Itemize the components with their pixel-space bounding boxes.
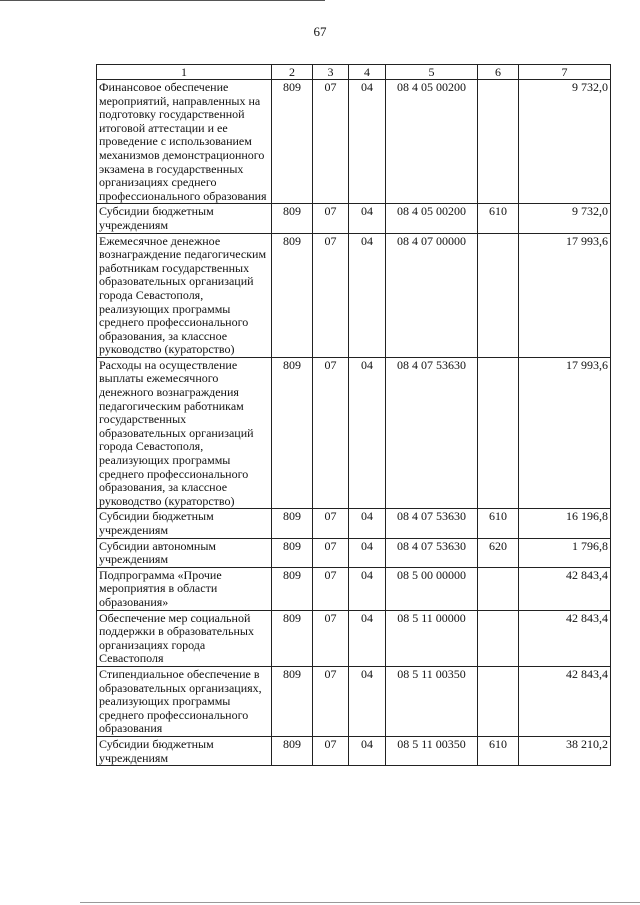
row-vr — [478, 666, 519, 736]
row-name: Подпрограмма «Прочие мероприятия в области образования» — [97, 567, 272, 610]
row-name: Субсидии автономным учреждениям — [97, 538, 272, 567]
row-podrazdel: 04 — [349, 509, 386, 538]
row-vr — [478, 567, 519, 610]
table-row — [97, 233, 611, 357]
header-col-7: 7 — [519, 65, 611, 80]
header-col-4: 4 — [349, 65, 386, 80]
table-row — [97, 610, 611, 666]
row-razdel: 07 — [313, 538, 349, 567]
table-header — [97, 65, 611, 80]
row-amount: 38 210,2 — [519, 736, 611, 765]
top-rule — [0, 0, 325, 1]
row-podrazdel: 04 — [349, 80, 386, 204]
table-row — [97, 204, 611, 233]
row-podrazdel: 04 — [349, 233, 386, 357]
row-ved: 809 — [272, 233, 313, 357]
row-podrazdel: 04 — [349, 567, 386, 610]
table-body — [97, 80, 611, 766]
row-csr: 08 4 07 53630 — [386, 357, 478, 509]
row-vr — [478, 610, 519, 666]
row-name: Финансовое обеспечение мероприятий, направленных на подготовку государственной итоговой аттестации и ее проведение с использованием механизмов демонстрационного экзамена в государственных организациях среднего профессионального образования — [97, 80, 272, 204]
row-podrazdel: 04 — [349, 666, 386, 736]
row-vr: 610 — [478, 736, 519, 765]
row-podrazdel: 04 — [349, 610, 386, 666]
row-name: Субсидии бюджетным учреждениям — [97, 736, 272, 765]
row-amount: 42 843,4 — [519, 666, 611, 736]
row-razdel: 07 — [313, 357, 349, 509]
row-csr: 08 5 11 00350 — [386, 736, 478, 765]
row-ved: 809 — [272, 567, 313, 610]
row-amount: 42 843,4 — [519, 610, 611, 666]
row-razdel: 07 — [313, 509, 349, 538]
row-ved: 809 — [272, 610, 313, 666]
row-podrazdel: 04 — [349, 736, 386, 765]
row-amount: 17 993,6 — [519, 357, 611, 509]
row-name: Субсидии бюджетным учреждениям — [97, 509, 272, 538]
row-ved: 809 — [272, 204, 313, 233]
row-csr: 08 4 05 00200 — [386, 204, 478, 233]
budget-table — [96, 64, 611, 766]
row-podrazdel: 04 — [349, 204, 386, 233]
row-csr: 08 4 07 53630 — [386, 538, 478, 567]
row-ved: 809 — [272, 80, 313, 204]
row-name: Субсидии бюджетным учреждениям — [97, 204, 272, 233]
bottom-rule — [80, 902, 640, 903]
row-amount: 9 732,0 — [519, 80, 611, 204]
row-amount: 16 196,8 — [519, 509, 611, 538]
row-amount: 1 796,8 — [519, 538, 611, 567]
row-amount: 9 732,0 — [519, 204, 611, 233]
row-csr: 08 5 11 00350 — [386, 666, 478, 736]
table-row — [97, 736, 611, 765]
table-row — [97, 567, 611, 610]
row-vr — [478, 357, 519, 509]
header-row — [97, 65, 611, 80]
header-col-2: 2 — [272, 65, 313, 80]
row-amount: 42 843,4 — [519, 567, 611, 610]
row-podrazdel: 04 — [349, 538, 386, 567]
row-ved: 809 — [272, 509, 313, 538]
row-vr: 610 — [478, 509, 519, 538]
header-col-1: 1 — [97, 65, 272, 80]
header-col-6: 6 — [478, 65, 519, 80]
row-amount: 17 993,6 — [519, 233, 611, 357]
row-razdel: 07 — [313, 666, 349, 736]
table-row — [97, 538, 611, 567]
row-razdel: 07 — [313, 204, 349, 233]
table-row — [97, 666, 611, 736]
row-csr: 08 4 07 53630 — [386, 509, 478, 538]
row-podrazdel: 04 — [349, 357, 386, 509]
row-razdel: 07 — [313, 610, 349, 666]
row-csr: 08 5 00 00000 — [386, 567, 478, 610]
row-razdel: 07 — [313, 233, 349, 357]
row-vr: 620 — [478, 538, 519, 567]
row-ved: 809 — [272, 736, 313, 765]
row-name: Ежемесячное денежное вознаграждение педагогическим работникам государственных образовательных организаций города Севастополя, реализующих программы среднего профессионального образования, за классное руководство (кураторство) — [97, 233, 272, 357]
row-name: Обеспечение мер социальной поддержки в образовательных организациях города Севастополя — [97, 610, 272, 666]
row-vr: 610 — [478, 204, 519, 233]
page-number: 67 — [313, 24, 327, 39]
row-name: Стипендиальное обеспечение в образовательных организациях, реализующих программы среднего профессионального образования — [97, 666, 272, 736]
row-ved: 809 — [272, 357, 313, 509]
row-vr — [478, 233, 519, 357]
row-ved: 809 — [272, 666, 313, 736]
header-col-3: 3 — [313, 65, 349, 80]
header-col-5: 5 — [386, 65, 478, 80]
row-vr — [478, 80, 519, 204]
row-csr: 08 5 11 00000 — [386, 610, 478, 666]
row-csr: 08 4 07 00000 — [386, 233, 478, 357]
row-razdel: 07 — [313, 80, 349, 204]
table-row — [97, 80, 611, 204]
row-razdel: 07 — [313, 736, 349, 765]
row-csr: 08 4 05 00200 — [386, 80, 478, 204]
table-row — [97, 509, 611, 538]
row-razdel: 07 — [313, 567, 349, 610]
row-ved: 809 — [272, 538, 313, 567]
table-row — [97, 357, 611, 509]
row-name: Расходы на осуществление выплаты ежемесячного денежного вознаграждения педагогическим работникам государственных образовательных организаций города Севастополя, реализующих программы среднего профессионального образования, за классное руководство (кураторство) — [97, 357, 272, 509]
